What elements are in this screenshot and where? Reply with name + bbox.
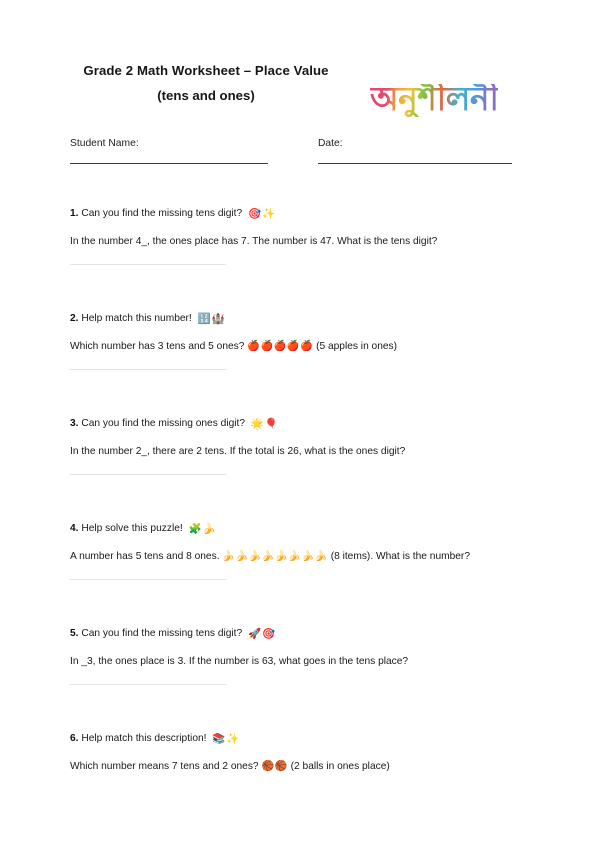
student-info-row — [0, 138, 600, 174]
answer-line[interactable] — [70, 579, 226, 580]
question-prompt-text: Help solve this puzzle! — [81, 523, 183, 534]
question-prompt — [70, 627, 530, 642]
answer-line[interactable] — [70, 369, 226, 370]
logo-text: অনুশীলনী — [370, 81, 499, 118]
question-prompt-text: Help match this description! — [81, 733, 207, 744]
date-field[interactable] — [318, 138, 512, 150]
question-prompt — [70, 207, 530, 222]
answer-line[interactable] — [70, 264, 226, 265]
question-items-note: (2 balls in ones place) — [290, 760, 390, 772]
question-emojis: 🚀🎯 — [248, 628, 277, 640]
question-number: 3. — [70, 418, 79, 429]
question-item — [70, 417, 530, 522]
title-block — [46, 62, 366, 105]
question-prompt — [70, 522, 530, 537]
page-subtitle: (tens and ones) — [157, 87, 255, 103]
question-body — [70, 445, 530, 459]
question-body-text: Which number means 7 tens and 2 ones? — [70, 760, 259, 772]
question-number: 1. — [70, 208, 79, 219]
question-items-note: (8 items). What is the number? — [330, 550, 470, 562]
answer-line[interactable] — [70, 684, 226, 685]
student-name-label: Student Name: — [70, 138, 139, 149]
answer-line[interactable] — [70, 474, 226, 475]
student-name-writing-line[interactable] — [70, 163, 268, 164]
question-prompt-text: Can you find the missing tens digit? — [81, 208, 243, 219]
question-body-text: In the number 4_, the ones place has 7. The number is 47. What is the tens digit? — [70, 235, 438, 247]
question-number: 4. — [70, 523, 79, 534]
question-body — [70, 340, 530, 354]
question-prompt-text: Can you find the missing tens digit? — [81, 628, 243, 639]
question-body — [70, 550, 530, 564]
question-body — [70, 235, 530, 249]
student-name-field[interactable] — [70, 138, 268, 150]
question-emojis: 🧩🍌 — [188, 523, 217, 535]
question-item-emojis: 🏀🏀 — [261, 760, 288, 772]
question-emojis: 🔢🏰 — [197, 313, 226, 325]
question-body-text: In the number 2_, there are 2 tens. If the total is 26, what is the ones digit? — [70, 445, 406, 457]
question-items-note: (5 apples in ones) — [316, 340, 398, 352]
question-prompt — [70, 417, 530, 432]
question-item — [70, 627, 530, 732]
question-item-emojis: 🍎🍎🍎🍎🍎 — [247, 340, 314, 352]
question-body — [70, 655, 530, 669]
questions-list — [70, 207, 530, 837]
question-number: 2. — [70, 313, 79, 324]
question-prompt — [70, 312, 530, 327]
question-emojis: 🌟🎈 — [250, 418, 280, 430]
date-writing-line[interactable] — [318, 163, 512, 164]
question-item — [70, 312, 530, 417]
question-body-text: A number has 5 tens and 8 ones. — [70, 550, 220, 562]
question-emojis: 🎯✨ — [248, 208, 277, 220]
question-prompt-text: Help match this number! — [81, 313, 192, 324]
question-number: 5. — [70, 628, 79, 639]
question-item — [70, 207, 530, 312]
question-item — [70, 522, 530, 627]
question-item-emojis: 🍌🍌🍌🍌🍌🍌🍌🍌 — [222, 550, 328, 562]
page-title: Grade 2 Math Worksheet – Place Value — [83, 63, 329, 78]
question-prompt-text: Can you find the missing ones digit? — [81, 418, 246, 429]
question-body — [70, 760, 530, 774]
question-body-text: In _3, the ones place is 3. If the number is 63, what goes in the tens place? — [70, 655, 409, 667]
question-item — [70, 732, 530, 837]
anushilani-logo — [370, 76, 535, 124]
date-label: Date: — [318, 138, 343, 149]
question-emojis: 📚✨ — [212, 733, 241, 745]
question-body-text: Which number has 3 tens and 5 ones? — [70, 340, 245, 352]
question-number: 6. — [70, 733, 79, 744]
question-prompt — [70, 732, 530, 747]
